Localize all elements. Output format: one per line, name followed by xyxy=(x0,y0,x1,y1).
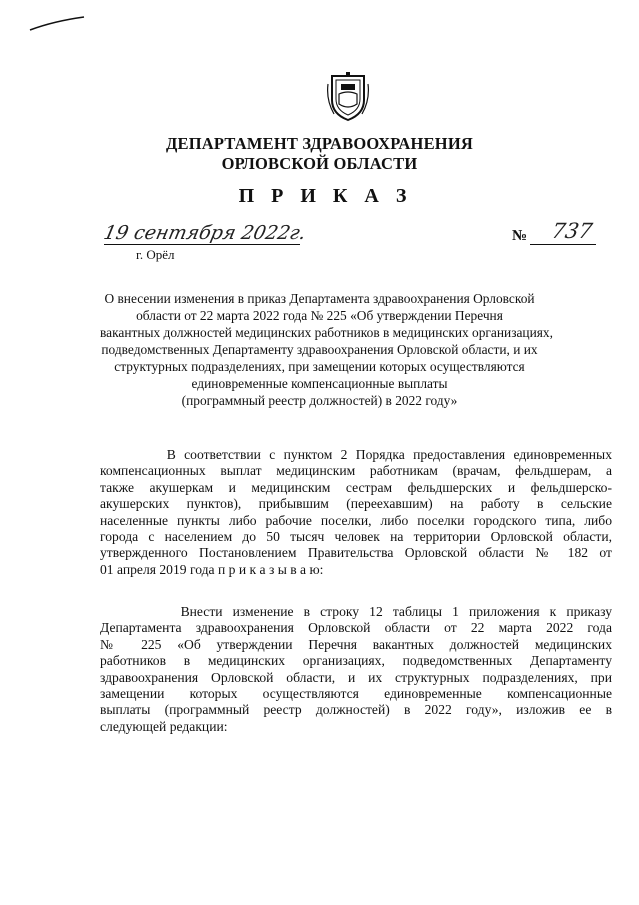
body-line: № 225 «Об утверждении Перечня вакантных должностей медицинских xyxy=(100,636,612,652)
order-subject xyxy=(100,290,553,409)
subject-line: вакантных должностей медицинских работников в медицинских организациях, xyxy=(100,325,553,340)
body-paragraph-preamble xyxy=(100,447,612,578)
handwritten-number: 737 xyxy=(549,219,595,243)
coat-of-arms-icon xyxy=(326,70,370,122)
subject-line: подведомственных Департаменту здравоохранения Орловской области, и их xyxy=(101,342,538,357)
body-line: компенсационных выплат медицинским работникам (врачам, фельдшерам, а xyxy=(100,463,612,479)
subject-line: единовременные компенсационные выплаты xyxy=(191,376,448,391)
subject-line: О внесении изменения в приказ Департамента здравоохранения Орловской xyxy=(104,291,535,306)
subject-line: (программный реестр должностей) в 2022 году» xyxy=(181,393,458,408)
number-underline xyxy=(530,244,596,245)
body-line: также акушеркам и медицинским сестрам фельдшерских и фельдшерско- xyxy=(100,479,612,495)
body-line: акушерских пунктов), прибывшим (переехавшим) на работу в сельские xyxy=(100,496,612,512)
handwritten-date: 19 сентября 2022г. xyxy=(101,222,308,244)
department-name-line2: ОРЛОВСКОЙ ОБЛАСТИ xyxy=(221,154,418,173)
subject-line: области от 22 марта 2022 года № 225 «Об утверждении Перечня xyxy=(136,308,503,323)
body-line: населенные пункты либо рабочие поселки, либо поселки городского типа, либо xyxy=(100,512,612,528)
date-underline xyxy=(104,244,300,245)
handwritten-mark xyxy=(28,14,88,34)
body-line: выплаты (программный реестр должностей) в 2022 году», изложив ее в xyxy=(100,702,612,718)
body-line: города с населением до 50 тысяч человек на территории Орловской области, xyxy=(100,529,612,545)
body-line: работников в медицинских организациях, подведомственных Департаменту xyxy=(100,653,612,669)
department-name-line1: ДЕПАРТАМЕНТ ЗДРАВООХРАНЕНИЯ xyxy=(166,134,473,153)
city-label: г. Орёл xyxy=(136,247,175,262)
body-line: Департамента здравоохранения Орловской области от 22 марта 2022 года xyxy=(100,620,612,636)
body-line: В соответствии с пунктом 2 Порядка предоставления единовременных xyxy=(100,447,612,462)
body-line: утвержденного Постановлением Правительства Орловской области № 182 от xyxy=(100,545,612,561)
body-line: следующей редакции: xyxy=(100,718,228,734)
subject-line: структурных подразделениях, при замещении которых осуществляются xyxy=(114,359,525,374)
body-paragraph-order xyxy=(100,604,612,735)
body-line: здравоохранения Орловской области, и их структурных подразделениях, при xyxy=(100,669,612,685)
body-line: замещении которых осуществляются единовременные компенсационные xyxy=(100,686,612,702)
body-line: 01 апреля 2019 года п р и к а з ы в а ю: xyxy=(100,561,324,577)
body-line: Внести изменение в строку 12 таблицы 1 приложения к приказу xyxy=(100,604,612,619)
document-type-title: П Р И К А З xyxy=(238,185,413,207)
number-sign: № xyxy=(512,228,528,244)
